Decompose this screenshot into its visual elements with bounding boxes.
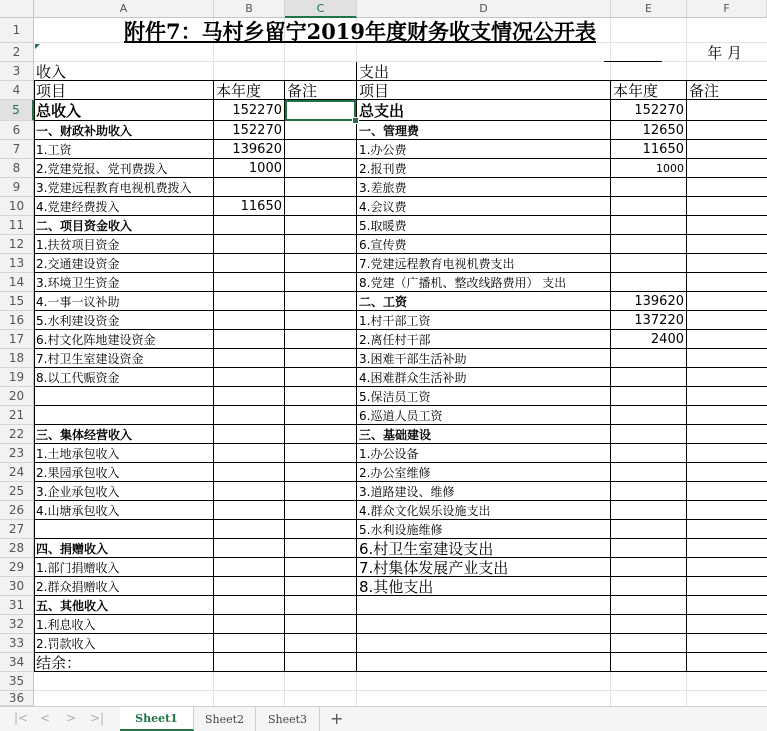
income-value[interactable] bbox=[214, 368, 285, 387]
income-note[interactable] bbox=[285, 577, 357, 596]
row-header-27[interactable]: 27 bbox=[0, 520, 34, 539]
income-note[interactable] bbox=[285, 311, 357, 330]
expense-item-label[interactable]: 1.办公费 bbox=[359, 143, 407, 157]
expense-item-label[interactable]: 3.困难干部生活补助 bbox=[359, 352, 467, 366]
expense-note[interactable] bbox=[687, 387, 767, 406]
expense-item-label[interactable] bbox=[357, 596, 611, 615]
income-note[interactable] bbox=[285, 653, 357, 672]
date-underline bbox=[604, 61, 662, 62]
income-item-label[interactable]: 6.村文化阵地建设资金 bbox=[36, 333, 156, 347]
expense-note[interactable] bbox=[687, 406, 767, 425]
income-note[interactable] bbox=[285, 634, 357, 653]
expense-value[interactable]: 12650 bbox=[642, 123, 684, 138]
expense-item-label[interactable]: 2.离任村干部 bbox=[359, 333, 431, 347]
income-value[interactable] bbox=[214, 520, 285, 539]
expense-note[interactable] bbox=[687, 653, 767, 672]
income-item-label[interactable]: 4.党建经费拨入 bbox=[36, 200, 120, 214]
income-item-label[interactable]: 3.企业承包收入 bbox=[36, 485, 120, 499]
next-sheet-nav-icon[interactable]: > bbox=[66, 711, 77, 725]
income-section-label[interactable]: 收入 bbox=[36, 63, 67, 81]
column-header-f[interactable]: F bbox=[687, 0, 767, 18]
expense-note[interactable] bbox=[687, 558, 767, 577]
income-value[interactable] bbox=[214, 254, 285, 273]
expense-value[interactable]: 137220 bbox=[634, 313, 684, 328]
row-header-29[interactable]: 29 bbox=[0, 558, 34, 577]
income-note[interactable] bbox=[285, 425, 357, 444]
tab-sheet2[interactable]: Sheet2 bbox=[194, 707, 256, 731]
expense-note[interactable] bbox=[687, 482, 767, 501]
expense-note[interactable] bbox=[687, 140, 767, 159]
expense-item-label[interactable]: 5.取暖费 bbox=[359, 219, 407, 233]
expense-value[interactable] bbox=[611, 216, 687, 235]
expense-value[interactable] bbox=[611, 273, 687, 292]
income-item-label[interactable]: 1.扶贫项目资金 bbox=[36, 238, 120, 252]
row-header-14[interactable]: 14 bbox=[0, 273, 34, 292]
row-header-6[interactable]: 6 bbox=[0, 121, 34, 140]
expense-note[interactable] bbox=[687, 368, 767, 387]
expense-item-label[interactable]: 3.道路建设、维修 bbox=[359, 485, 455, 499]
expense-item-label[interactable]: 1.村干部工资 bbox=[359, 314, 431, 328]
income-item-label[interactable]: 1.部门捐赠收入 bbox=[36, 561, 120, 575]
income-item-header[interactable]: 项目 bbox=[36, 82, 67, 100]
income-value[interactable] bbox=[214, 178, 285, 197]
row-header-2[interactable]: 2 bbox=[0, 43, 34, 62]
income-note[interactable] bbox=[285, 273, 357, 292]
income-value[interactable] bbox=[214, 577, 285, 596]
income-value[interactable]: 152270 bbox=[232, 103, 282, 118]
column-header-e[interactable]: E bbox=[611, 0, 687, 18]
income-item-label[interactable]: 总收入 bbox=[36, 102, 82, 120]
row-header-13[interactable]: 13 bbox=[0, 254, 34, 273]
date-cell[interactable]: 年 月 bbox=[707, 44, 742, 62]
last-sheet-nav-icon[interactable]: >| bbox=[90, 711, 105, 725]
error-indicator-icon bbox=[35, 44, 40, 49]
income-note[interactable] bbox=[285, 444, 357, 463]
expense-note[interactable] bbox=[687, 159, 767, 178]
row-header-28[interactable]: 28 bbox=[0, 539, 34, 558]
expense-item-label[interactable]: 4.群众文化娱乐设施支出 bbox=[359, 504, 491, 518]
income-value[interactable] bbox=[214, 311, 285, 330]
income-item-label[interactable]: 2.果园承包收入 bbox=[36, 466, 120, 480]
gridline-h bbox=[34, 690, 767, 691]
income-value[interactable] bbox=[214, 539, 285, 558]
expense-value[interactable]: 139620 bbox=[634, 294, 684, 309]
income-value[interactable] bbox=[214, 615, 285, 634]
tab-sheet3[interactable]: Sheet3 bbox=[256, 707, 320, 731]
expense-note[interactable] bbox=[687, 349, 767, 368]
income-note[interactable] bbox=[285, 406, 357, 425]
expense-value[interactable] bbox=[611, 520, 687, 539]
row-header-1[interactable]: 1 bbox=[0, 18, 34, 43]
expense-item-label[interactable]: 3.差旅费 bbox=[359, 181, 407, 195]
expense-value[interactable] bbox=[611, 387, 687, 406]
expense-item-label[interactable]: 三、基础建设 bbox=[359, 428, 432, 442]
row-header-16[interactable]: 16 bbox=[0, 311, 34, 330]
income-item-label[interactable]: 5.水利建设资金 bbox=[36, 314, 120, 328]
income-note[interactable] bbox=[285, 387, 357, 406]
expense-note[interactable] bbox=[687, 197, 767, 216]
prev-sheet-nav-icon[interactable]: < bbox=[40, 711, 51, 725]
income-item-label[interactable]: 结余： bbox=[36, 654, 82, 672]
row-header-19[interactable]: 19 bbox=[0, 368, 34, 387]
expense-note[interactable] bbox=[687, 254, 767, 273]
row-header-5[interactable]: 5 bbox=[0, 100, 34, 121]
income-value[interactable] bbox=[214, 634, 285, 653]
expense-note[interactable] bbox=[687, 273, 767, 292]
expense-item-label[interactable]: 6.村卫生室建设支出 bbox=[359, 540, 494, 558]
income-note[interactable] bbox=[285, 539, 357, 558]
row-header-7[interactable]: 7 bbox=[0, 140, 34, 159]
expense-value[interactable] bbox=[611, 235, 687, 254]
row-header-10[interactable]: 10 bbox=[0, 197, 34, 216]
expense-value[interactable] bbox=[611, 577, 687, 596]
expense-note[interactable] bbox=[687, 100, 767, 121]
expense-note[interactable] bbox=[687, 292, 767, 311]
income-item-label[interactable]: 三、集体经营收入 bbox=[36, 428, 133, 442]
income-item-label[interactable]: 1.土地承包收入 bbox=[36, 447, 120, 461]
expense-note[interactable] bbox=[687, 463, 767, 482]
row-header-34[interactable]: 34 bbox=[0, 653, 34, 672]
expense-value[interactable] bbox=[611, 482, 687, 501]
expense-item-label[interactable]: 6.巡道人员工资 bbox=[359, 409, 443, 423]
expense-note[interactable] bbox=[687, 520, 767, 539]
active-cell-c5[interactable] bbox=[285, 100, 356, 121]
expense-item-label[interactable]: 1.办公设备 bbox=[359, 447, 419, 461]
expense-note[interactable] bbox=[687, 121, 767, 140]
income-value[interactable] bbox=[214, 330, 285, 349]
expense-note[interactable] bbox=[687, 539, 767, 558]
income-item-label[interactable]: 四、捐赠收入 bbox=[36, 542, 109, 556]
income-value[interactable] bbox=[214, 349, 285, 368]
income-note[interactable] bbox=[285, 368, 357, 387]
expense-note[interactable] bbox=[687, 577, 767, 596]
expense-note[interactable] bbox=[687, 311, 767, 330]
expense-note[interactable] bbox=[687, 330, 767, 349]
expense-note[interactable] bbox=[687, 615, 767, 634]
row-header-15[interactable]: 15 bbox=[0, 292, 34, 311]
tab-sheet1[interactable]: Sheet1 bbox=[120, 707, 194, 731]
income-item-label[interactable]: 1.工资 bbox=[36, 143, 72, 157]
income-item-label[interactable] bbox=[34, 520, 214, 539]
row-header-33[interactable]: 33 bbox=[0, 634, 34, 653]
income-note[interactable] bbox=[285, 121, 357, 140]
row-header-4[interactable]: 4 bbox=[0, 81, 34, 100]
row-header-30[interactable]: 30 bbox=[0, 577, 34, 596]
expense-value[interactable] bbox=[611, 444, 687, 463]
expense-note[interactable] bbox=[687, 178, 767, 197]
row-header-35[interactable]: 35 bbox=[0, 672, 34, 691]
income-value[interactable] bbox=[214, 216, 285, 235]
income-item-label[interactable]: 7.村卫生室建设资金 bbox=[36, 352, 144, 366]
row-header-20[interactable]: 20 bbox=[0, 387, 34, 406]
expense-note[interactable] bbox=[687, 444, 767, 463]
expense-value[interactable] bbox=[611, 615, 687, 634]
expense-value[interactable] bbox=[611, 558, 687, 577]
expense-item-label[interactable]: 5.水利设施维修 bbox=[359, 523, 443, 537]
expense-item-label[interactable]: 7.党建远程教育电视机费支出 bbox=[359, 257, 515, 271]
expense-item-label[interactable]: 8.党建（广播机、整改线路费用） 支出 bbox=[359, 276, 567, 290]
expense-value[interactable] bbox=[611, 368, 687, 387]
income-value[interactable] bbox=[214, 653, 285, 672]
column-header-c[interactable]: C bbox=[285, 0, 357, 18]
expense-item-header[interactable]: 项目 bbox=[359, 82, 390, 100]
income-note[interactable] bbox=[285, 349, 357, 368]
select-all-corner[interactable] bbox=[0, 0, 34, 18]
row-header-18[interactable]: 18 bbox=[0, 349, 34, 368]
expense-value[interactable]: 2400 bbox=[650, 332, 684, 347]
income-note[interactable] bbox=[285, 615, 357, 634]
income-item-label[interactable]: 4.一事一议补助 bbox=[36, 295, 120, 309]
income-item-label[interactable]: 2.交通建设资金 bbox=[36, 257, 120, 271]
income-value[interactable]: 139620 bbox=[232, 142, 282, 157]
row-header-11[interactable]: 11 bbox=[0, 216, 34, 235]
income-note[interactable] bbox=[285, 292, 357, 311]
income-value[interactable] bbox=[214, 292, 285, 311]
expense-value[interactable]: 11650 bbox=[642, 142, 684, 157]
row-header-24[interactable]: 24 bbox=[0, 463, 34, 482]
expense-value[interactable] bbox=[611, 634, 687, 653]
income-item-label[interactable]: 2.党建党报、党刊费拨入 bbox=[36, 162, 168, 176]
row-header-36[interactable]: 36 bbox=[0, 691, 34, 706]
row-header-21[interactable]: 21 bbox=[0, 406, 34, 425]
expense-item-label[interactable]: 8.其他支出 bbox=[359, 578, 434, 596]
row-header-9[interactable]: 9 bbox=[0, 178, 34, 197]
expense-note[interactable] bbox=[687, 216, 767, 235]
expense-year-header[interactable]: 本年度 bbox=[613, 82, 659, 100]
income-note[interactable] bbox=[285, 216, 357, 235]
expense-item-label[interactable]: 4.会议费 bbox=[359, 200, 407, 214]
expense-value[interactable] bbox=[611, 425, 687, 444]
income-value[interactable] bbox=[214, 406, 285, 425]
column-header-d[interactable]: D bbox=[357, 0, 611, 18]
expense-value[interactable] bbox=[611, 501, 687, 520]
expense-value[interactable]: 1000 bbox=[656, 162, 684, 175]
income-item-label[interactable]: 二、项目资金收入 bbox=[36, 219, 133, 233]
income-value[interactable] bbox=[214, 387, 285, 406]
income-value[interactable] bbox=[214, 558, 285, 577]
income-item-label[interactable] bbox=[34, 387, 214, 406]
row-header-8[interactable]: 8 bbox=[0, 159, 34, 178]
expense-item-label[interactable] bbox=[357, 615, 611, 634]
income-note[interactable] bbox=[285, 254, 357, 273]
income-note[interactable] bbox=[285, 596, 357, 615]
income-note[interactable] bbox=[285, 330, 357, 349]
expense-value[interactable] bbox=[611, 254, 687, 273]
expense-item-label[interactable]: 总支出 bbox=[359, 102, 405, 120]
expense-note[interactable] bbox=[687, 634, 767, 653]
income-note[interactable] bbox=[285, 463, 357, 482]
expense-value[interactable] bbox=[611, 349, 687, 368]
income-item-label[interactable]: 4.山塘承包收入 bbox=[36, 504, 120, 518]
add-sheet-button[interactable]: + bbox=[330, 709, 344, 728]
expense-item-label[interactable]: 7.村集体发展产业支出 bbox=[359, 559, 509, 577]
income-note-header[interactable]: 备注 bbox=[287, 82, 318, 100]
expense-value[interactable] bbox=[611, 406, 687, 425]
income-note[interactable] bbox=[285, 140, 357, 159]
income-item-label[interactable]: 一、财政补助收入 bbox=[36, 124, 133, 138]
income-value[interactable]: 11650 bbox=[240, 199, 282, 214]
income-note[interactable] bbox=[285, 501, 357, 520]
income-note[interactable] bbox=[285, 159, 357, 178]
expense-item-label[interactable]: 4.困难群众生活补助 bbox=[359, 371, 467, 385]
income-note[interactable] bbox=[285, 197, 357, 216]
row-header-26[interactable]: 26 bbox=[0, 501, 34, 520]
income-item-label[interactable]: 2.罚款收入 bbox=[36, 637, 96, 651]
income-note[interactable] bbox=[285, 520, 357, 539]
sheet-title[interactable]: 附件7：马村乡留宁2019年度财务收支情况公开表 bbox=[123, 18, 597, 44]
expense-note[interactable] bbox=[687, 501, 767, 520]
income-note[interactable] bbox=[285, 178, 357, 197]
first-sheet-nav-icon[interactable]: |< bbox=[14, 711, 29, 725]
income-note[interactable] bbox=[285, 235, 357, 254]
income-note[interactable] bbox=[285, 482, 357, 501]
income-item-label[interactable]: 2.群众捐赠收入 bbox=[36, 580, 120, 594]
income-value[interactable] bbox=[214, 501, 285, 520]
row-header-31[interactable]: 31 bbox=[0, 596, 34, 615]
income-value[interactable]: 1000 bbox=[248, 161, 282, 176]
income-item-label[interactable]: 五、其他收入 bbox=[36, 599, 109, 613]
expense-value[interactable] bbox=[611, 653, 687, 672]
income-item-label[interactable]: 8.以工代赈资金 bbox=[36, 371, 120, 385]
column-header-b[interactable]: B bbox=[214, 0, 285, 18]
income-value[interactable] bbox=[214, 596, 285, 615]
expense-note[interactable] bbox=[687, 425, 767, 444]
income-year-header[interactable]: 本年度 bbox=[216, 82, 262, 100]
expense-note[interactable] bbox=[687, 235, 767, 254]
income-value[interactable] bbox=[214, 463, 285, 482]
income-value[interactable] bbox=[214, 482, 285, 501]
expense-item-label[interactable]: 5.保洁员工资 bbox=[359, 390, 431, 404]
row-header-22[interactable]: 22 bbox=[0, 425, 34, 444]
expense-item-label[interactable]: 一、管理费 bbox=[359, 124, 420, 138]
expense-item-label[interactable] bbox=[357, 634, 611, 653]
income-value[interactable] bbox=[214, 444, 285, 463]
income-value[interactable] bbox=[214, 425, 285, 444]
income-note[interactable] bbox=[285, 558, 357, 577]
income-item-label[interactable] bbox=[34, 406, 214, 425]
expense-item-label[interactable] bbox=[357, 653, 611, 672]
expense-item-label[interactable]: 二、工资 bbox=[359, 295, 408, 309]
row-header-17[interactable]: 17 bbox=[0, 330, 34, 349]
expense-value[interactable]: 152270 bbox=[634, 103, 684, 118]
income-item-label[interactable]: 3.环境卫生资金 bbox=[36, 276, 120, 290]
expense-value[interactable] bbox=[611, 539, 687, 558]
expense-item-label[interactable]: 2.办公室维修 bbox=[359, 466, 431, 480]
expense-value[interactable] bbox=[611, 197, 687, 216]
expense-note[interactable] bbox=[687, 596, 767, 615]
income-item-label[interactable]: 1.利息收入 bbox=[36, 618, 96, 632]
row-header-25[interactable]: 25 bbox=[0, 482, 34, 501]
fill-handle[interactable] bbox=[352, 117, 359, 124]
income-value[interactable]: 152270 bbox=[232, 123, 282, 138]
row-header-3[interactable]: 3 bbox=[0, 62, 34, 81]
column-header-a[interactable]: A bbox=[34, 0, 214, 18]
expense-item-label[interactable]: 2.报刊费 bbox=[359, 162, 407, 176]
expense-value[interactable] bbox=[611, 463, 687, 482]
expense-note-header[interactable]: 备注 bbox=[689, 82, 720, 100]
expense-item-label[interactable]: 6.宣传费 bbox=[359, 238, 407, 252]
row-header-23[interactable]: 23 bbox=[0, 444, 34, 463]
income-value[interactable] bbox=[214, 235, 285, 254]
row-header-12[interactable]: 12 bbox=[0, 235, 34, 254]
expense-value[interactable] bbox=[611, 178, 687, 197]
row-header-32[interactable]: 32 bbox=[0, 615, 34, 634]
sheet-tab-bar bbox=[0, 706, 767, 731]
expense-value[interactable] bbox=[611, 596, 687, 615]
expense-section-label[interactable]: 支出 bbox=[359, 63, 390, 81]
income-value[interactable] bbox=[214, 273, 285, 292]
income-item-label[interactable]: 3.党建远程教育电视机费拨入 bbox=[36, 181, 192, 195]
